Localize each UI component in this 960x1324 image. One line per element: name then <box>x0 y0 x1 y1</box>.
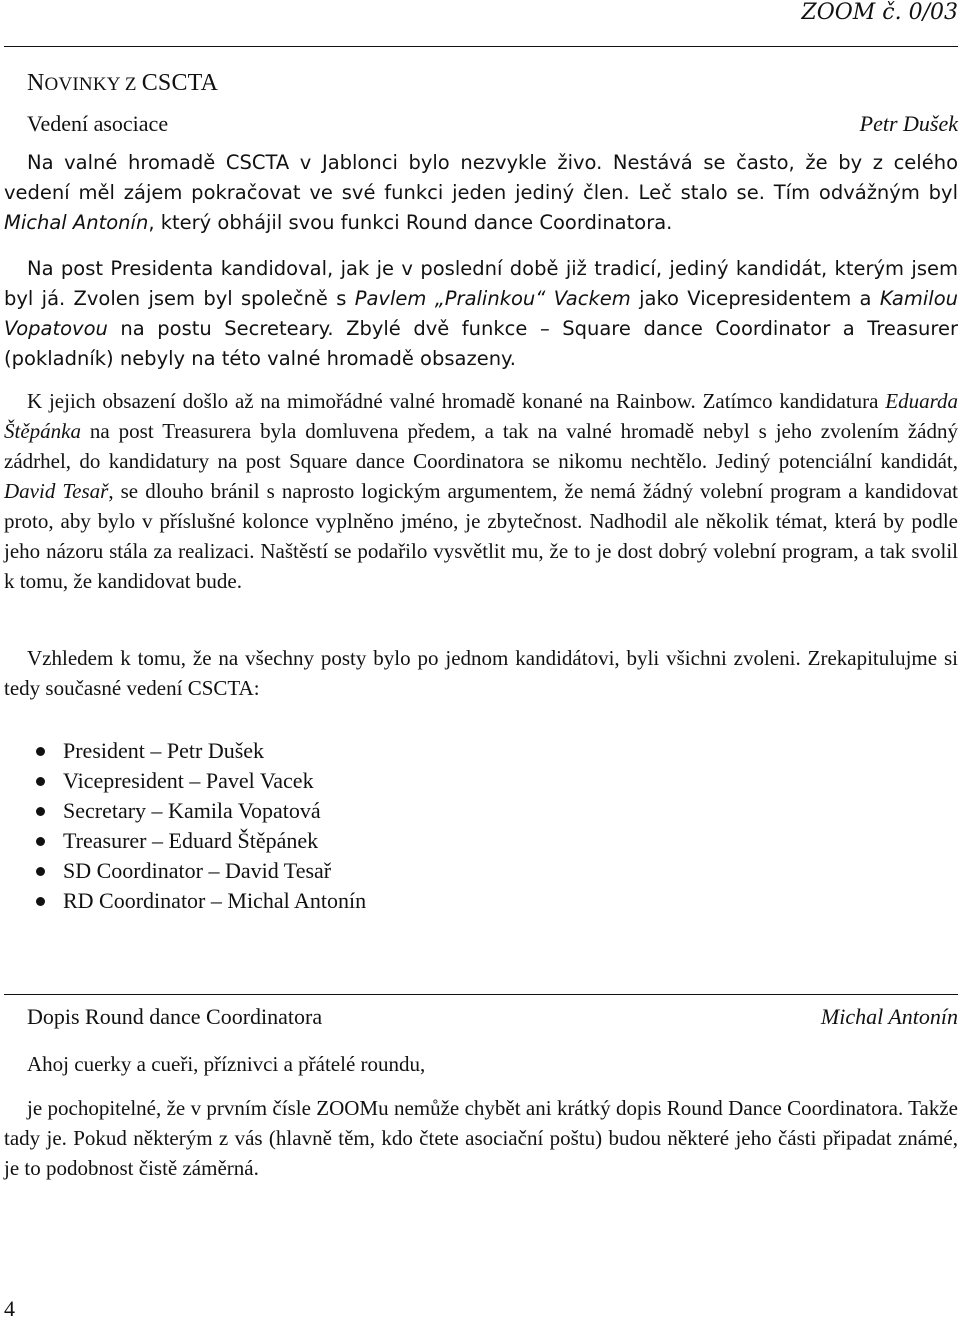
section-title-abbr: CSCTA <box>141 70 219 96</box>
section-rule <box>4 994 958 995</box>
roles-list <box>36 736 366 916</box>
article2-greeting: Ahoj cuerky a cueři, příznivci a přátelé roundu, <box>27 1052 426 1076</box>
bullet-dot <box>36 867 45 876</box>
article1-heading <box>27 111 958 137</box>
p3-name-tesar: David Tesař <box>4 479 109 503</box>
list-item <box>36 886 366 916</box>
article1-author: Petr Dušek <box>859 111 958 136</box>
p1-name-antonin: Michal Antonín <box>4 211 149 234</box>
p1-text-2: , který obhájil svou funkci Round dance Coordinatora. <box>148 211 673 234</box>
article2-author: Michal Antonín <box>820 1004 958 1029</box>
role-text: President – Petr Dušek <box>63 738 265 763</box>
section-title <box>27 70 218 97</box>
list-item <box>36 856 366 886</box>
article2-heading <box>27 1004 958 1030</box>
list-item <box>36 766 366 796</box>
header-rule <box>4 46 958 47</box>
role-text: SD Coordinator – David Tesař <box>63 858 332 883</box>
role-text: RD Coordinator – Michal Antonín <box>63 888 367 913</box>
article1-paragraph-1 <box>4 148 958 238</box>
p3-text-2: na post Treasurera byla domluvena předem, a tak na valné hromadě nebyl s jeho zvolením žádný zádrhel, do kandidatury na post Square dance Coordinatora se nikomu nechtělo. Jediný potenciální kandidát, <box>4 419 958 473</box>
article2-paragraph-1: je pochopitelné, že v prvním čísle ZOOMu nemůže chybět ani krátký dopis Round Dance Coordinatora. Takže tady je. Pokud některým z vás (hlavně těm, kdo čtete asociační poštu) budou některé jeho části připadat známé, je to podobnost čistě záměrná. <box>4 1096 958 1180</box>
role-text: Treasurer – Eduard Štěpánek <box>63 828 319 853</box>
bullet-dot <box>36 807 45 816</box>
section-title-rest: OVINKY Z <box>44 74 142 95</box>
role-text: Secretary – Kamila Vopatová <box>63 798 321 823</box>
p2-text-2: jako Vicepresidentem a <box>630 287 880 310</box>
p3-text-3: , se dlouho bránil s naprosto logickým argumentem, že nemá žádný volební program a kandidovat proto, aby bylo v příslušné kolonce vyplněno jméno, je zbytečnost. Nadhodil ale několik témat, která by podle jeho názoru stála za realizaci. Naštěstí se podařilo vysvětlit mu, že to je dost dobrý volební program, a tak svolil k tomu, že kandidovat bude. <box>4 479 958 593</box>
bullet-dot <box>36 837 45 846</box>
bullet-dot <box>36 747 45 756</box>
running-head: ZOOM č. 0/03 <box>801 0 958 25</box>
p2-text-3: na postu Secreteary. Zbylé dvě funkce – Square dance Coordinator a Treasurer (pokladník) nebyly na této valné hromadě obsazeny. <box>4 317 958 370</box>
article1-paragraph-3 <box>4 386 958 596</box>
role-text: Vicepresident – Pavel Vacek <box>63 768 314 793</box>
article2-subtitle: Dopis Round dance Coordinatora <box>27 1004 323 1029</box>
p1-text-1: Na valné hromadě CSCTA v Jablonci bylo nezvykle živo. Nestává se často, že by z celého vedení měl zájem pokračovat ve své funkci jeden jediný člen. Leč stalo se. Tím odvážným byl <box>4 151 958 204</box>
article1-paragraph-2 <box>4 254 958 374</box>
p2-text-1: Na post Presidenta kandidoval, jak je v poslední době již tradicí, jediný kandidát, kterým jsem byl já. Zvolen jsem byl společně s <box>4 257 958 310</box>
section-title-initial: N <box>27 70 45 96</box>
p3-text-1: K jejich obsazení došlo až na mimořádné valné hromadě konané na Rainbow. Zatímco kandidatura <box>27 389 886 413</box>
p2-name-vopatova: Kamilou Vopatovou <box>4 287 958 340</box>
page-number: 4 <box>4 1296 15 1321</box>
p3-name-stepanek: Eduarda Štěpánka <box>4 389 958 443</box>
list-item <box>36 736 366 766</box>
list-item <box>36 796 366 826</box>
bullet-dot <box>36 897 45 906</box>
bullet-dot <box>36 777 45 786</box>
list-item <box>36 826 366 856</box>
article1-subtitle: Vedení asociace <box>27 111 169 136</box>
article1-paragraph-4: Vzhledem k tomu, že na všechny posty bylo po jednom kandidátovi, byli všichni zvoleni. Zrekapitulujme si tedy současné vedení CSCTA: <box>4 646 958 700</box>
p2-name-vacek: Pavlem „Pralinkou“ Vackem <box>354 287 631 310</box>
